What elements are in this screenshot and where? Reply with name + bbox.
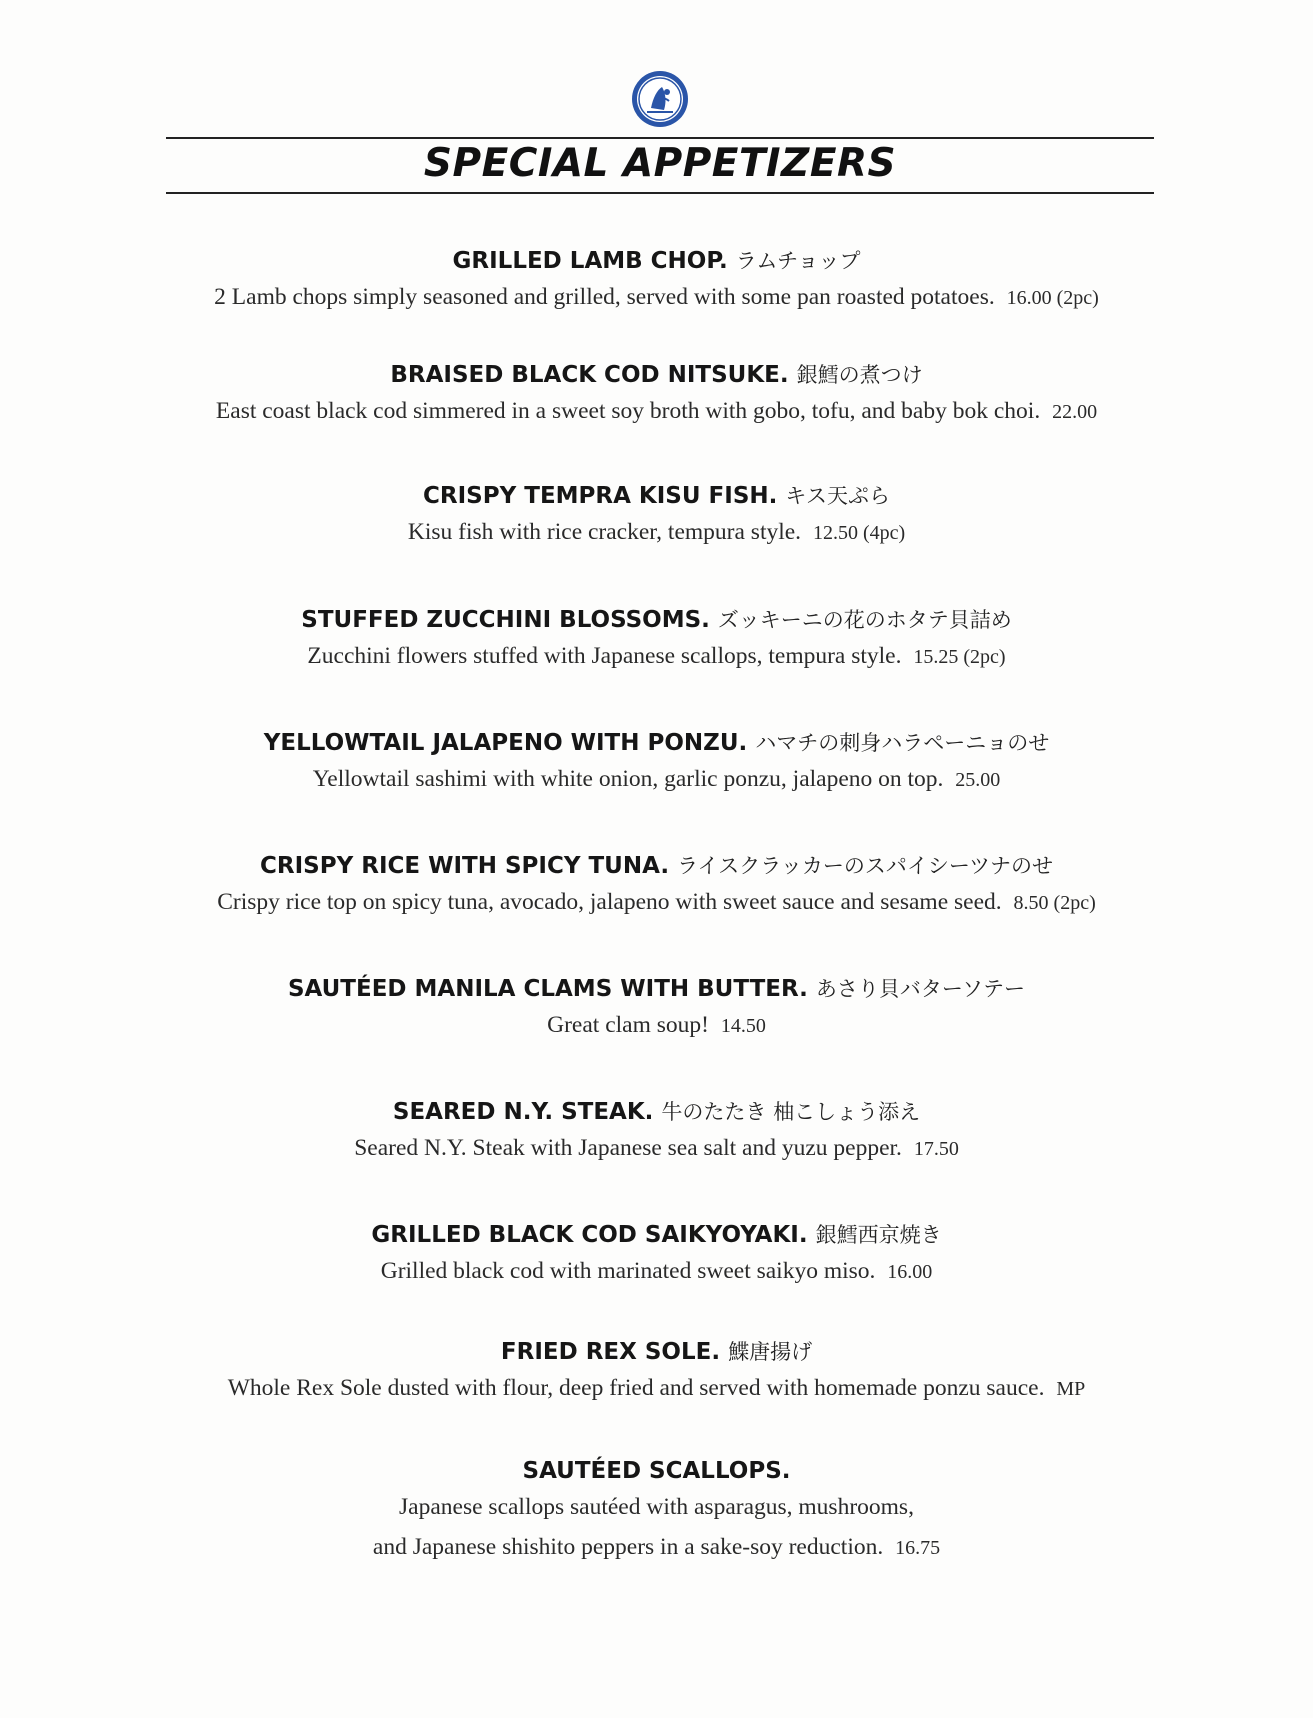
item-japanese-name: ズッキーニの花のホタテ貝詰め [717,608,1012,632]
item-price: 12.50 (4pc) [812,522,906,544]
item-price: MP [1056,1378,1086,1400]
item-description: Kisu fish with rice cracker, tempura style. [407,519,802,545]
item-name: STUFFED ZUCCHINI BLOSSOMS. [301,607,710,633]
item-name: SAUTÉED SCALLOPS. [522,1458,791,1484]
menu-item [60,851,1253,918]
item-price: 16.00 [887,1261,933,1283]
item-description: 2 Lamb chops simply seasoned and grilled, served with some pan roasted potatoes. [214,284,995,310]
item-description: Seared N.Y. Steak with Japanese sea salt and yuzu pepper. [354,1135,902,1161]
menu-item [60,481,1253,548]
item-description: Japanese scallops sautéed with asparagus, mushrooms, [399,1494,914,1520]
item-name: SEARED N.Y. STEAK. [392,1099,654,1125]
item-name: BRAISED BLACK COD NITSUKE. [390,362,789,388]
item-japanese-name: ハマチの刺身ハラペーニョのせ [755,731,1050,755]
menu-item [60,605,1253,672]
item-name: CRISPY RICE WITH SPICY TUNA. [260,853,670,879]
menu-item [60,1097,1253,1164]
item-name: FRIED REX SOLE. [500,1339,721,1365]
item-price: 16.75 [895,1537,941,1559]
item-name: SAUTÉED MANILA CLAMS WITH BUTTER. [287,976,808,1002]
menu-item [60,360,1253,427]
item-name: YELLOWTAIL JALAPENO WITH PONZU. [263,730,748,756]
menu-item [60,728,1253,795]
item-japanese-name: あさり貝バターソテー [815,977,1026,1001]
menu-item [60,246,1253,313]
menu-item [60,974,1253,1041]
item-description: Zucchini flowers stuffed with Japanese scallops, tempura style. [307,643,902,669]
item-name: CRISPY TEMPRA KISU FISH. [423,483,778,509]
item-price: 16.00 (2pc) [1006,287,1099,309]
item-description: Crispy rice top on spicy tuna, avocado, jalapeno with sweet sauce and sesame seed. [217,889,1002,915]
restaurant-logo-icon [631,70,689,128]
menu-item [60,1456,1253,1563]
item-price: 15.25 (2pc) [913,646,1006,668]
item-japanese-name: 銀鱈西京焼き [815,1223,942,1247]
item-description: Grilled black cod with marinated sweet saikyo miso. [380,1258,876,1284]
item-description: Great clam soup! [547,1012,709,1038]
item-name: GRILLED LAMB CHOP. [452,248,728,274]
menu-item [60,1220,1253,1287]
item-price: 14.50 [720,1015,766,1037]
item-name: GRILLED BLACK COD SAIKYOYAKI. [371,1222,808,1248]
item-japanese-name: 鰈唐揚げ [728,1340,813,1364]
item-description-line-2: and Japanese shishito peppers in a sake-soy reduction. [372,1534,884,1560]
item-description: East coast black cod simmered in a sweet soy broth with gobo, tofu, and baby bok choi. [215,398,1041,424]
item-japanese-name: 牛のたたき 柚こしょう添え [661,1100,921,1124]
item-description: Yellowtail sashimi with white onion, garlic ponzu, jalapeno on top. [312,766,944,792]
title-rule-bottom [166,192,1154,194]
item-japanese-name: 銀鱈の煮つけ [796,363,923,387]
item-price: 22.00 [1052,401,1098,423]
item-japanese-name: ラムチョップ [735,249,861,273]
item-japanese-name: キス天ぷら [785,484,890,508]
item-price: 25.00 [955,769,1001,791]
item-japanese-name: ライスクラッカーのスパイシーツナのせ [677,854,1053,878]
item-price: 8.50 (2pc) [1013,892,1096,914]
menu-item [60,1337,1253,1404]
item-price: 17.50 [913,1138,959,1160]
page-title: SPECIAL APPETIZERS [423,141,897,186]
item-description: Whole Rex Sole dusted with flour, deep fried and served with homemade ponzu sauce. [227,1375,1045,1401]
